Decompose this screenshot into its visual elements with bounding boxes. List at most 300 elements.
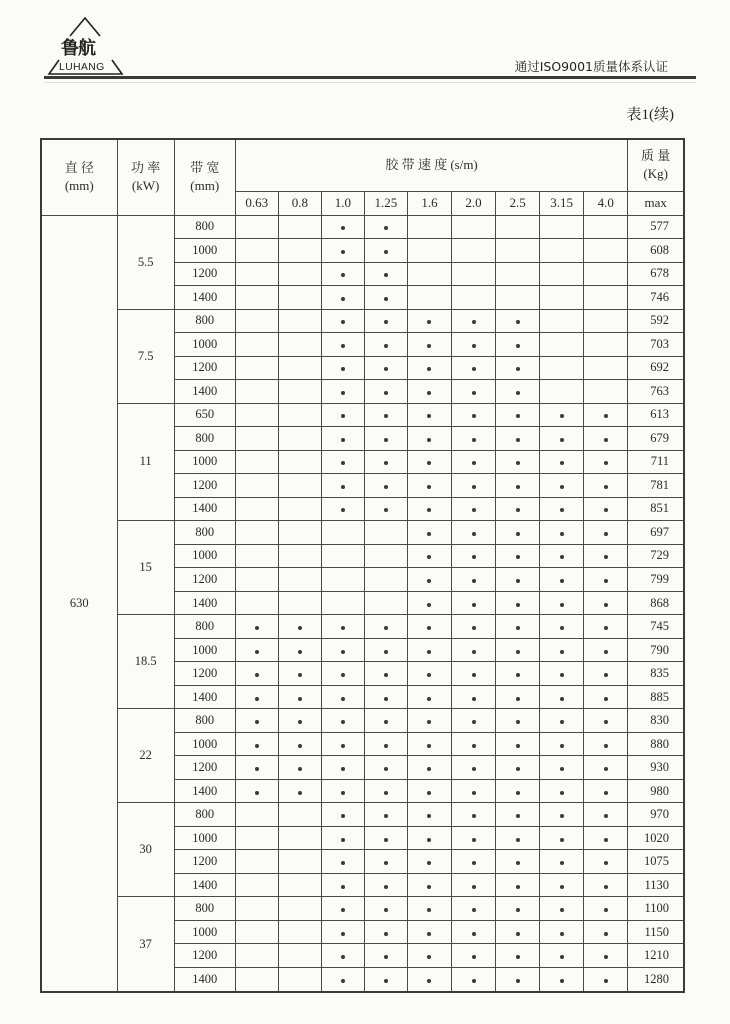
available-dot-icon (384, 908, 388, 912)
available-dot-icon (384, 626, 388, 630)
speed-cell (235, 474, 278, 498)
available-dot-icon (560, 814, 564, 818)
header-divider-thin (44, 82, 696, 83)
speed-header: 1.6 (407, 191, 451, 215)
speed-cell (540, 239, 584, 263)
available-dot-icon (298, 626, 302, 630)
available-dot-icon (516, 673, 520, 677)
available-dot-icon (384, 297, 388, 301)
speed-cell (540, 333, 584, 357)
speed-cell (321, 380, 364, 404)
speed-cell (321, 521, 364, 545)
speed-cell (407, 873, 451, 897)
available-dot-icon (604, 673, 608, 677)
speed-cell (496, 709, 540, 733)
available-dot-icon (298, 650, 302, 654)
available-dot-icon (604, 508, 608, 512)
certification-text: 通过ISO9001质量体系认证 (514, 59, 668, 74)
available-dot-icon (516, 885, 520, 889)
width-cell: 1400 (174, 591, 235, 615)
speed-cell (452, 826, 496, 850)
mass-cell: 1100 (628, 897, 684, 921)
available-dot-icon (384, 697, 388, 701)
speed-cell (452, 685, 496, 709)
speed-cell (540, 568, 584, 592)
speed-cell (407, 333, 451, 357)
speed-cell (584, 638, 628, 662)
speed-cell (321, 403, 364, 427)
speed-cell (452, 779, 496, 803)
available-dot-icon (516, 767, 520, 771)
available-dot-icon (341, 344, 345, 348)
speed-cell (364, 521, 407, 545)
available-dot-icon (516, 485, 520, 489)
available-dot-icon (341, 673, 345, 677)
power-cell: 15 (117, 521, 174, 615)
speed-cell (584, 709, 628, 733)
width-cell: 800 (174, 521, 235, 545)
table-row (41, 615, 684, 639)
available-dot-icon (341, 885, 345, 889)
available-dot-icon (341, 979, 345, 983)
speed-cell (407, 709, 451, 733)
power-cell: 37 (117, 897, 174, 992)
available-dot-icon (472, 908, 476, 912)
speed-header: 1.0 (321, 191, 364, 215)
speed-cell (584, 497, 628, 521)
speed-cell (540, 497, 584, 521)
width-cell: 800 (174, 709, 235, 733)
header-width-label: 带 宽 (190, 160, 220, 176)
available-dot-icon (341, 626, 345, 630)
speed-cell (496, 638, 540, 662)
speed-cell (540, 709, 584, 733)
available-dot-icon (560, 861, 564, 865)
speed-cell (496, 356, 540, 380)
available-dot-icon (516, 391, 520, 395)
available-dot-icon (516, 555, 520, 559)
available-dot-icon (427, 838, 431, 842)
available-dot-icon (472, 532, 476, 536)
available-dot-icon (560, 838, 564, 842)
available-dot-icon (341, 650, 345, 654)
speed-cell (364, 709, 407, 733)
available-dot-icon (560, 979, 564, 983)
available-dot-icon (427, 508, 431, 512)
available-dot-icon (472, 344, 476, 348)
speed-cell (364, 803, 407, 827)
width-cell: 1000 (174, 544, 235, 568)
speed-cell (496, 873, 540, 897)
available-dot-icon (341, 861, 345, 865)
available-dot-icon (341, 744, 345, 748)
available-dot-icon (298, 767, 302, 771)
available-dot-icon (604, 603, 608, 607)
header-width-unit: (mm) (190, 178, 220, 194)
mass-cell: 703 (628, 333, 684, 357)
speed-cell (540, 427, 584, 451)
speed-cell (407, 239, 451, 263)
available-dot-icon (427, 579, 431, 583)
speed-header: 0.63 (235, 191, 278, 215)
available-dot-icon (560, 508, 564, 512)
available-dot-icon (472, 838, 476, 842)
speed-cell (364, 779, 407, 803)
speed-cell (235, 803, 278, 827)
speed-cell (584, 239, 628, 263)
speed-cell (584, 591, 628, 615)
speed-cell (540, 756, 584, 780)
speed-cell (235, 333, 278, 357)
speed-cell (540, 286, 584, 310)
speed-cell (496, 568, 540, 592)
mass-cell: 799 (628, 568, 684, 592)
width-cell: 800 (174, 215, 235, 239)
table-caption: 表1(续) (626, 107, 674, 123)
available-dot-icon (604, 555, 608, 559)
speed-cell (584, 803, 628, 827)
speed-cell (364, 732, 407, 756)
header-width (174, 139, 235, 215)
speed-cell (584, 262, 628, 286)
mass-cell: 868 (628, 591, 684, 615)
width-cell: 1000 (174, 333, 235, 357)
available-dot-icon (604, 485, 608, 489)
available-dot-icon (604, 979, 608, 983)
speed-cell (321, 309, 364, 333)
available-dot-icon (427, 885, 431, 889)
speed-cell (321, 497, 364, 521)
speed-cell (584, 356, 628, 380)
speed-cell (278, 615, 321, 639)
speed-cell (496, 497, 540, 521)
speed-cell (321, 685, 364, 709)
mass-cell: 1280 (628, 968, 684, 993)
available-dot-icon (384, 791, 388, 795)
width-cell: 800 (174, 897, 235, 921)
available-dot-icon (516, 579, 520, 583)
available-dot-icon (427, 744, 431, 748)
available-dot-icon (427, 603, 431, 607)
power-cell: 11 (117, 403, 174, 521)
mass-cell: 830 (628, 709, 684, 733)
speed-cell (540, 356, 584, 380)
speed-cell (407, 615, 451, 639)
speed-cell (235, 615, 278, 639)
speed-cell (452, 450, 496, 474)
speed-cell (540, 779, 584, 803)
width-cell: 1400 (174, 380, 235, 404)
available-dot-icon (604, 461, 608, 465)
header-belt-speed: 胶 带 速 度 (s/m) (235, 139, 628, 191)
available-dot-icon (384, 485, 388, 489)
speed-cell (452, 286, 496, 310)
speed-cell (364, 662, 407, 686)
speed-cell (584, 732, 628, 756)
speed-cell (321, 450, 364, 474)
available-dot-icon (427, 814, 431, 818)
available-dot-icon (255, 673, 259, 677)
available-dot-icon (604, 908, 608, 912)
speed-cell (496, 826, 540, 850)
available-dot-icon (341, 320, 345, 324)
available-dot-icon (560, 532, 564, 536)
speed-cell (540, 615, 584, 639)
available-dot-icon (341, 814, 345, 818)
available-dot-icon (384, 744, 388, 748)
speed-cell (278, 497, 321, 521)
width-cell: 1400 (174, 873, 235, 897)
speed-cell (364, 497, 407, 521)
available-dot-icon (516, 367, 520, 371)
mass-cell: 885 (628, 685, 684, 709)
speed-cell (235, 427, 278, 451)
available-dot-icon (472, 861, 476, 865)
speed-cell (584, 215, 628, 239)
available-dot-icon (516, 908, 520, 912)
available-dot-icon (604, 438, 608, 442)
speed-cell (452, 403, 496, 427)
speed-cell (584, 474, 628, 498)
header-mass-label: 质 量 (641, 148, 671, 164)
speed-cell (452, 968, 496, 993)
speed-cell (584, 850, 628, 874)
speed-cell (584, 873, 628, 897)
available-dot-icon (516, 697, 520, 701)
available-dot-icon (560, 932, 564, 936)
available-dot-icon (560, 955, 564, 959)
available-dot-icon (255, 650, 259, 654)
speed-cell (584, 897, 628, 921)
speed-cell (278, 803, 321, 827)
speed-cell (278, 662, 321, 686)
available-dot-icon (427, 367, 431, 371)
available-dot-icon (384, 814, 388, 818)
speed-cell (321, 262, 364, 286)
power-cell: 5.5 (117, 215, 174, 309)
table-row (41, 709, 684, 733)
width-cell: 1400 (174, 286, 235, 310)
available-dot-icon (472, 791, 476, 795)
speed-cell (452, 474, 496, 498)
speed-cell (407, 968, 451, 993)
speed-cell (321, 920, 364, 944)
available-dot-icon (472, 367, 476, 371)
speed-cell (364, 873, 407, 897)
speed-cell (496, 615, 540, 639)
speed-cell (321, 638, 364, 662)
available-dot-icon (298, 744, 302, 748)
speed-cell (235, 873, 278, 897)
speed-cell (321, 662, 364, 686)
available-dot-icon (560, 414, 564, 418)
width-cell: 1200 (174, 474, 235, 498)
speed-cell (321, 568, 364, 592)
speed-cell (540, 873, 584, 897)
speed-cell (452, 591, 496, 615)
available-dot-icon (384, 885, 388, 889)
mass-cell: 790 (628, 638, 684, 662)
header-diameter (41, 139, 117, 215)
speed-cell (496, 380, 540, 404)
speed-cell (407, 474, 451, 498)
speed-cell (278, 873, 321, 897)
available-dot-icon (472, 508, 476, 512)
width-cell: 800 (174, 803, 235, 827)
available-dot-icon (472, 461, 476, 465)
power-cell: 18.5 (117, 615, 174, 709)
available-dot-icon (560, 579, 564, 583)
speed-cell (584, 779, 628, 803)
mass-cell: 592 (628, 309, 684, 333)
speed-cell (235, 897, 278, 921)
speed-cell (540, 920, 584, 944)
available-dot-icon (298, 673, 302, 677)
available-dot-icon (384, 767, 388, 771)
available-dot-icon (472, 885, 476, 889)
available-dot-icon (427, 767, 431, 771)
mass-cell: 613 (628, 403, 684, 427)
width-cell: 1400 (174, 968, 235, 993)
speed-cell (407, 803, 451, 827)
speed-cell (452, 333, 496, 357)
speed-cell (407, 450, 451, 474)
speed-cell (584, 380, 628, 404)
width-cell: 1200 (174, 262, 235, 286)
mass-cell: 678 (628, 262, 684, 286)
speed-cell (452, 732, 496, 756)
speed-cell (235, 850, 278, 874)
available-dot-icon (604, 932, 608, 936)
speed-cell (540, 474, 584, 498)
speed-cell (496, 309, 540, 333)
available-dot-icon (516, 626, 520, 630)
speed-cell (452, 544, 496, 568)
mass-cell: 1130 (628, 873, 684, 897)
speed-cell (452, 262, 496, 286)
available-dot-icon (472, 414, 476, 418)
available-dot-icon (604, 885, 608, 889)
available-dot-icon (427, 955, 431, 959)
speed-cell (540, 732, 584, 756)
mass-cell: 729 (628, 544, 684, 568)
speed-cell (407, 309, 451, 333)
mass-cell: 851 (628, 497, 684, 521)
width-cell: 800 (174, 309, 235, 333)
mass-cell: 880 (628, 732, 684, 756)
available-dot-icon (560, 603, 564, 607)
available-dot-icon (341, 297, 345, 301)
available-dot-icon (427, 485, 431, 489)
speed-cell (278, 732, 321, 756)
speed-cell (540, 215, 584, 239)
speed-cell (364, 568, 407, 592)
width-cell: 1000 (174, 450, 235, 474)
speed-cell (278, 356, 321, 380)
available-dot-icon (516, 320, 520, 324)
speed-cell (584, 685, 628, 709)
available-dot-icon (341, 767, 345, 771)
available-dot-icon (516, 814, 520, 818)
available-dot-icon (472, 603, 476, 607)
available-dot-icon (384, 250, 388, 254)
speed-cell (278, 450, 321, 474)
speed-cell (364, 920, 407, 944)
speed-cell (364, 403, 407, 427)
available-dot-icon (472, 579, 476, 583)
speed-cell (496, 779, 540, 803)
available-dot-icon (341, 508, 345, 512)
available-dot-icon (384, 367, 388, 371)
width-cell: 800 (174, 615, 235, 639)
speed-cell (496, 591, 540, 615)
speed-cell (278, 944, 321, 968)
speed-cell (540, 521, 584, 545)
speed-cell (278, 897, 321, 921)
speed-cell (496, 685, 540, 709)
diameter-cell: 630 (41, 215, 117, 992)
available-dot-icon (560, 908, 564, 912)
speed-cell (235, 262, 278, 286)
speed-cell (364, 286, 407, 310)
speed-cell (496, 897, 540, 921)
available-dot-icon (255, 767, 259, 771)
header-mass (628, 139, 684, 191)
available-dot-icon (384, 438, 388, 442)
available-dot-icon (472, 320, 476, 324)
speed-cell (321, 474, 364, 498)
mass-cell: 1150 (628, 920, 684, 944)
mass-cell: 746 (628, 286, 684, 310)
available-dot-icon (516, 720, 520, 724)
speed-cell (496, 850, 540, 874)
available-dot-icon (516, 532, 520, 536)
speed-cell (540, 968, 584, 993)
speed-cell (235, 521, 278, 545)
speed-cell (584, 568, 628, 592)
mass-cell: 835 (628, 662, 684, 686)
speed-cell (496, 427, 540, 451)
speed-cell (321, 897, 364, 921)
header-diameter-label: 直 径 (64, 160, 94, 176)
available-dot-icon (560, 673, 564, 677)
available-dot-icon (341, 438, 345, 442)
speed-cell (364, 380, 407, 404)
speed-cell (364, 450, 407, 474)
speed-header: 0.8 (278, 191, 321, 215)
header-diameter-unit: (mm) (64, 178, 94, 194)
speed-cell (496, 403, 540, 427)
speed-cell (278, 568, 321, 592)
speed-cell (407, 215, 451, 239)
speed-cell (407, 920, 451, 944)
speed-cell (540, 685, 584, 709)
speed-cell (278, 380, 321, 404)
speed-cell (540, 638, 584, 662)
speed-cell (452, 897, 496, 921)
available-dot-icon (341, 226, 345, 230)
available-dot-icon (472, 626, 476, 630)
speed-cell (496, 968, 540, 993)
available-dot-icon (604, 861, 608, 865)
speed-cell (278, 403, 321, 427)
speed-cell (321, 803, 364, 827)
speed-cell (235, 779, 278, 803)
speed-cell (235, 944, 278, 968)
available-dot-icon (516, 791, 520, 795)
speed-cell (584, 450, 628, 474)
speed-cell (235, 450, 278, 474)
